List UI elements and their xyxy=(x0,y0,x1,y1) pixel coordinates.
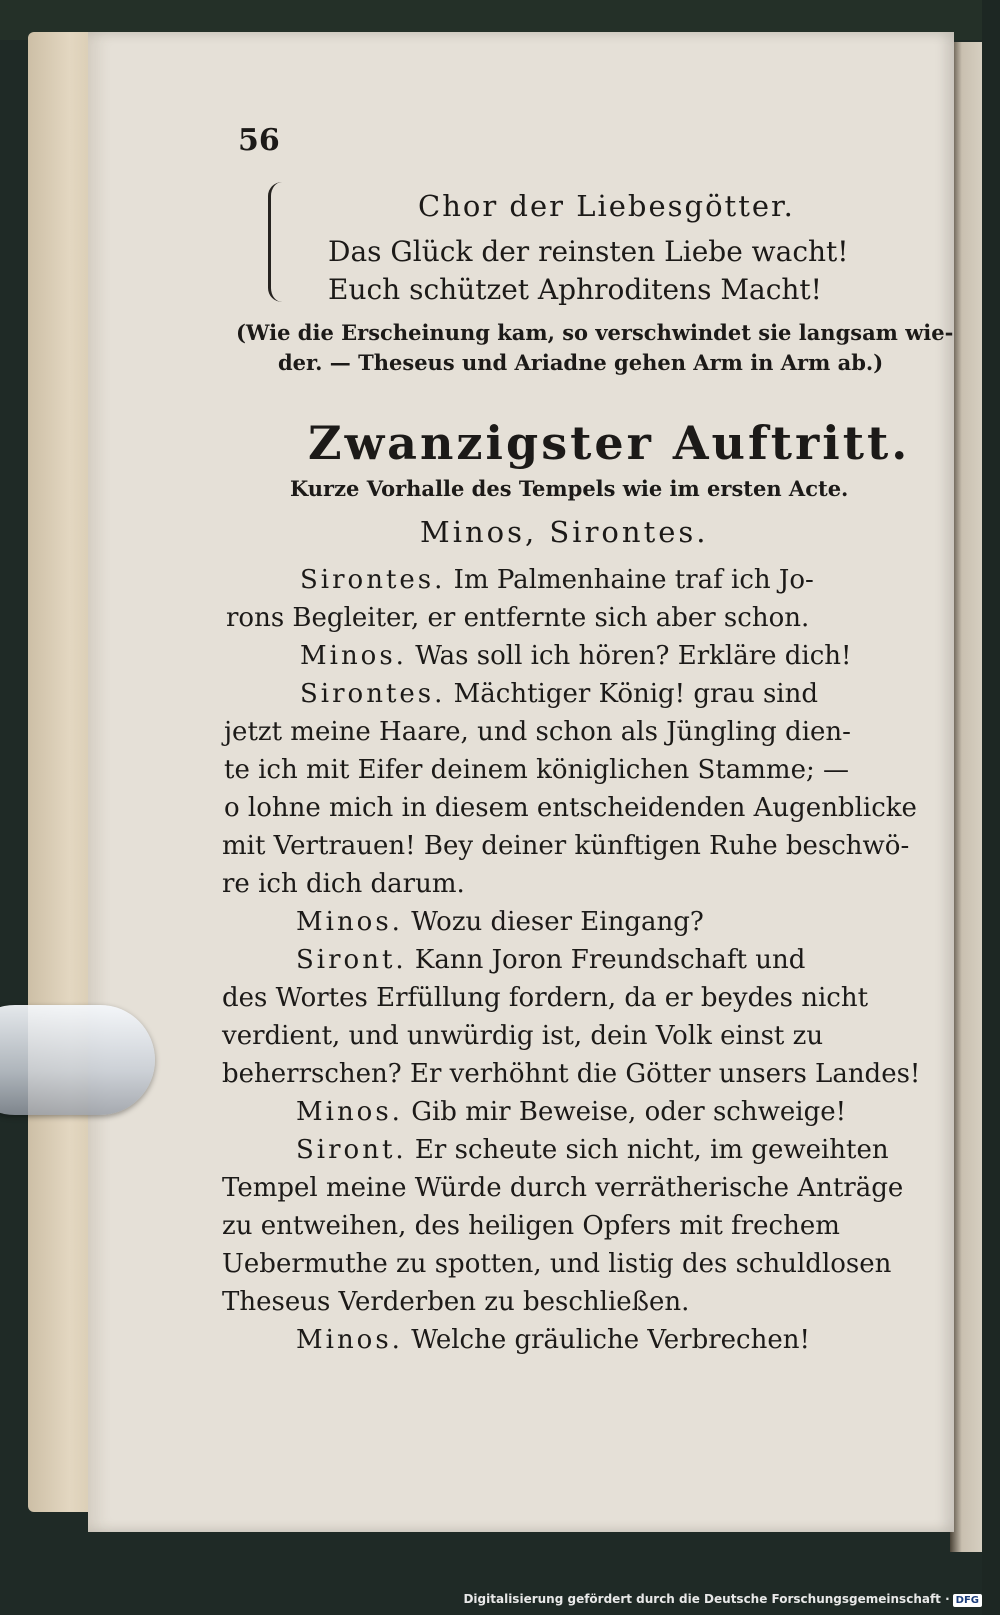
body-line xyxy=(222,871,465,897)
body-line xyxy=(296,1327,810,1353)
body-line xyxy=(222,833,909,859)
dfg-logo-icon: DFG xyxy=(953,1594,982,1607)
body-line xyxy=(300,567,814,593)
body-line xyxy=(222,1213,840,1239)
body-line xyxy=(222,1251,891,1277)
line-text: beherrschen? Er verhöhnt die Götter unsers Landes! xyxy=(222,1059,921,1089)
speaker-name: Minos. xyxy=(300,641,407,671)
speaker-name: Minos. xyxy=(296,1097,403,1127)
stage-direction-line: der. — Theseus und Ariadne gehen Arm in Arm ab.) xyxy=(278,350,884,375)
body-line xyxy=(296,1137,889,1163)
body-line xyxy=(224,719,851,745)
body-line xyxy=(226,605,809,631)
speaker-name: Sirontes. xyxy=(300,565,446,595)
line-text: verdient, und unwürdig ist, dein Volk einst zu xyxy=(222,1021,824,1051)
line-text: Was soll ich hören? Erkläre dich! xyxy=(406,641,852,671)
line-text: Er scheute sich nicht, im geweihten xyxy=(406,1135,889,1165)
line-text: Welche gräuliche Verbrechen! xyxy=(402,1325,810,1355)
scanner-thumb xyxy=(0,1005,155,1115)
body-line xyxy=(300,681,818,707)
scan-background-right xyxy=(982,0,1000,1615)
line-text: Mächtiger König! grau sind xyxy=(445,679,819,709)
scene-heading: Zwanzigster Auftritt. xyxy=(308,416,911,470)
line-text: re ich dich darum. xyxy=(222,869,465,899)
line-text: des Wortes Erfüllung fordern, da er beydes nicht xyxy=(222,983,869,1013)
body-line xyxy=(222,1175,903,1201)
body-line xyxy=(222,1289,689,1315)
body-line xyxy=(222,985,868,1011)
stage-direction-line: (Wie die Erscheinung kam, so verschwindet sie langsam wie- xyxy=(236,320,954,345)
scene-setting: Kurze Vorhalle des Tempels wie im ersten Acte. xyxy=(290,476,849,501)
line-text: Uebermuthe zu spotten, und listig des schuldlosen xyxy=(222,1249,892,1279)
line-text: o lohne mich in diesem entscheidenden Augenblicke xyxy=(224,793,917,823)
speaker-name: Minos. xyxy=(296,907,403,937)
line-text: rons Begleiter, er entfernte sich aber schon. xyxy=(226,603,810,633)
body-line xyxy=(224,757,849,783)
speaker-name: Siront. xyxy=(296,1135,407,1165)
line-text: te ich mit Eifer deinem königlichen Stamme; — xyxy=(224,755,849,785)
line-text: Theseus Verderben zu beschließen. xyxy=(222,1287,690,1317)
body-line xyxy=(300,643,852,669)
speaker-name: Minos. xyxy=(296,1325,403,1355)
line-text: Wozu dieser Eingang? xyxy=(402,907,704,937)
line-text: Kann Joron Freundschaft und xyxy=(406,945,806,975)
body-line xyxy=(222,1061,920,1087)
chorus-title: Chor der Liebesgötter. xyxy=(418,189,795,223)
line-text: Tempel meine Würde durch verrätherische Anträge xyxy=(222,1173,904,1203)
line-text: mit Vertrauen! Bey deiner künftigen Ruhe beschwö- xyxy=(222,831,910,861)
body-line xyxy=(222,1023,823,1049)
body-line xyxy=(296,909,704,935)
line-text: Gib mir Beweise, oder schweige! xyxy=(402,1097,847,1127)
speaker-name: Siront. xyxy=(296,945,407,975)
line-text: Im Palmenhaine traf ich Jo- xyxy=(445,565,814,595)
page-number: 56 xyxy=(238,123,280,158)
digitization-footer xyxy=(0,1592,982,1615)
body-line xyxy=(224,795,917,821)
chorus-line: Euch schützet Aphroditens Macht! xyxy=(328,273,822,306)
footer-text: Digitalisierung gefördert durch die Deutsche Forschungsgemeinschaft · xyxy=(463,1592,950,1606)
line-text: zu entweihen, des heiligen Opfers mit frechem xyxy=(222,1211,840,1241)
book-right-edge xyxy=(950,42,984,1552)
line-text: jetzt meine Haare, und schon als Jüngling dien- xyxy=(224,717,851,747)
body-line xyxy=(296,947,805,973)
chorus-line: Das Glück der reinsten Liebe wacht! xyxy=(328,235,849,268)
body-line xyxy=(296,1099,846,1125)
speaker-name: Sirontes. xyxy=(300,679,446,709)
chorus-brace xyxy=(268,182,287,302)
scene-characters: Minos, Sirontes. xyxy=(420,515,709,549)
